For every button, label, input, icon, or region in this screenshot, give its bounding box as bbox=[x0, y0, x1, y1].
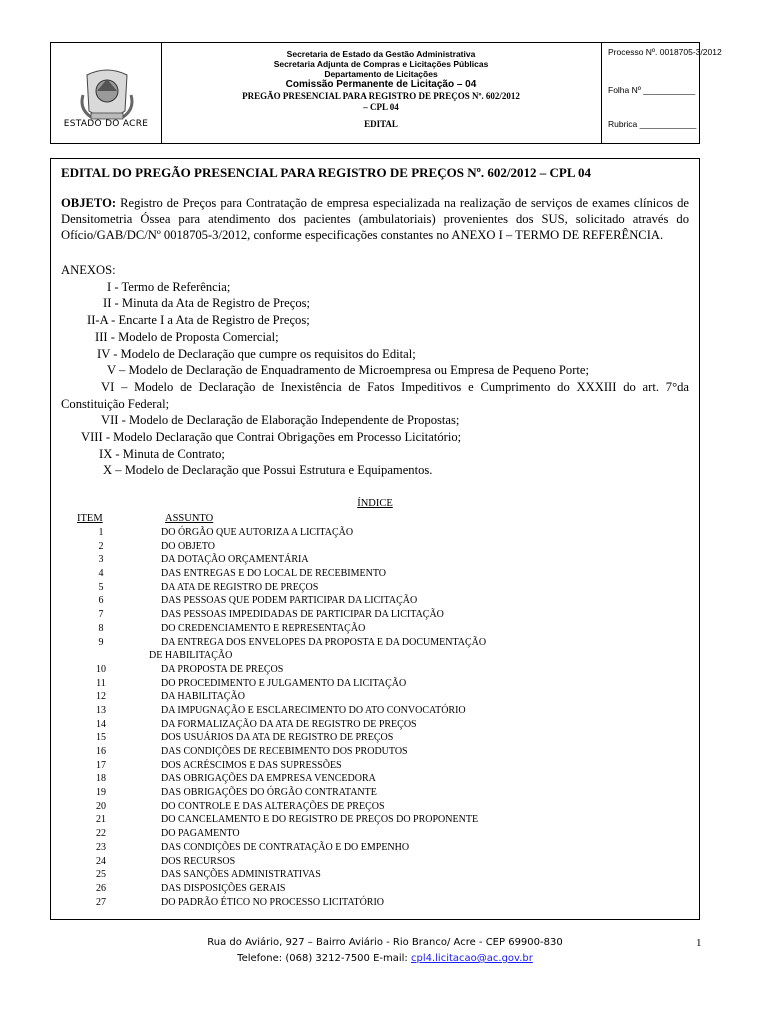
indice-row-subject: DO OBJETO bbox=[161, 540, 215, 552]
page-number: 1 bbox=[696, 937, 702, 949]
indice-row-subject: DO CONTROLE E DAS ALTERAÇÕES DE PREÇOS bbox=[161, 800, 385, 812]
header-institution-cell bbox=[161, 43, 602, 143]
indice-row-number: 9 bbox=[98, 636, 104, 648]
indice-row bbox=[51, 759, 699, 773]
objeto-paragraph bbox=[61, 195, 689, 243]
indice-row-subject: DA ATA DE REGISTRO DE PREÇOS bbox=[161, 581, 319, 593]
anexo-item: I - Termo de Referência; bbox=[107, 279, 231, 294]
indice-row bbox=[51, 649, 699, 663]
indice-row bbox=[51, 786, 699, 800]
indice-row bbox=[51, 731, 699, 745]
anexos-list bbox=[61, 262, 689, 479]
anexo-item: II-A - Encarte I a Ata de Registro de Preços; bbox=[87, 313, 310, 328]
indice-row-number: 25 bbox=[96, 869, 106, 881]
indice-row-subject: DA PROPOSTA DE PREÇOS bbox=[161, 663, 284, 675]
header-process-cell bbox=[602, 43, 722, 143]
indice-row-number: 15 bbox=[96, 732, 106, 744]
anexo-item: VI – Modelo de Declaração de Inexistência de Fatos Impeditivos e Cumprimento do XXXIII do art. 7°da Constituição Federal; bbox=[61, 379, 689, 411]
indice-row bbox=[51, 663, 699, 677]
indice-row-subject: DAS DISPOSIÇÕES GERAIS bbox=[161, 882, 286, 894]
indice-row bbox=[51, 855, 699, 869]
indice-row-subject: DOS USUÁRIOS DA ATA DE REGISTRO DE PREÇOS bbox=[161, 732, 394, 744]
indice-row-number: 7 bbox=[98, 609, 104, 621]
indice-row bbox=[51, 540, 699, 554]
footer-contact bbox=[0, 953, 770, 964]
indice-row-subject: DA DOTAÇÃO ORÇAMENTÁRIA bbox=[161, 554, 309, 566]
anexo-item: X – Modelo de Declaração que Possui Estrutura e Equipamentos. bbox=[103, 463, 433, 478]
indice-row-number: 19 bbox=[96, 787, 106, 799]
indice-row-number: 16 bbox=[96, 746, 106, 757]
indice-row bbox=[51, 882, 699, 896]
indice-table bbox=[51, 526, 699, 909]
indice-row-number: 24 bbox=[96, 855, 106, 867]
indice-row bbox=[51, 800, 699, 814]
indice-row-number: 4 bbox=[98, 568, 104, 580]
indice-row-number: 26 bbox=[96, 882, 106, 894]
indice-row-subject: DO PROCEDIMENTO E JULGAMENTO DA LICITAÇÃO bbox=[161, 677, 407, 689]
header-logo-cell bbox=[51, 43, 162, 143]
indice-row-subject: DO PAGAMENTO bbox=[161, 828, 240, 840]
indice-row-subject: DA ENTREGA DOS ENVELOPES DA PROPOSTA E DA DOCUMENTAÇÃO bbox=[161, 636, 487, 648]
indice-row-number: 11 bbox=[96, 677, 106, 689]
indice-row-subject: DA FORMALIZAÇÃO DA ATA DE REGISTRO DE PREÇOS bbox=[161, 718, 417, 730]
indice-row-number: 22 bbox=[96, 828, 106, 840]
indice-row-number: 27 bbox=[96, 896, 106, 908]
rubrica-field: Rubrica ____________ bbox=[608, 119, 697, 129]
objeto-label: OBJETO: bbox=[61, 196, 117, 210]
indice-row-subject: DAS OBRIGAÇÕES DO ÓRGÃO CONTRATANTE bbox=[161, 787, 377, 799]
indice-row-subject: DE HABILITAÇÃO bbox=[149, 650, 233, 662]
indice-row-subject: DO PADRÃO ÉTICO NO PROCESSO LICITATÓRIO bbox=[161, 896, 385, 908]
indice-row bbox=[51, 608, 699, 622]
indice-row-number: 3 bbox=[98, 554, 104, 566]
indice-row-subject: DAS OBRIGAÇÕES DA EMPRESA VENCEDORA bbox=[161, 773, 376, 785]
header-line-1: Secretaria de Estado da Gestão Administrativa bbox=[286, 49, 476, 59]
indice-title: ÍNDICE bbox=[357, 498, 393, 509]
indice-row-subject: DAS ENTREGAS E DO LOCAL DE RECEBIMENTO bbox=[161, 568, 386, 580]
indice-col-item: ITEM bbox=[77, 513, 103, 524]
indice-row bbox=[51, 718, 699, 732]
anexo-item: III - Modelo de Proposta Comercial; bbox=[95, 329, 279, 344]
indice-row bbox=[51, 704, 699, 718]
document-title: EDITAL DO PREGÃO PRESENCIAL PARA REGISTRO DE PREÇOS Nº. 602/2012 – CPL 04 bbox=[61, 165, 592, 180]
indice-row bbox=[51, 813, 699, 827]
indice-col-assunto: ASSUNTO bbox=[165, 513, 214, 524]
document-body bbox=[50, 158, 700, 920]
indice-row bbox=[51, 677, 699, 691]
indice-row bbox=[51, 745, 699, 759]
header-pregao-line-2: – CPL 04 bbox=[363, 102, 399, 112]
indice-row-number: 17 bbox=[96, 759, 106, 771]
indice-row-subject: DA IMPUGNAÇÃO E ESCLARECIMENTO DO ATO CONVOCATÓRIO bbox=[161, 704, 466, 716]
indice-row-number: 23 bbox=[96, 841, 106, 853]
anexo-item: II - Minuta da Ata de Registro de Preços; bbox=[103, 296, 311, 311]
document-header bbox=[50, 42, 722, 144]
indice-row bbox=[51, 636, 699, 650]
indice-row-subject: DO CREDENCIAMENTO E REPRESENTAÇÃO bbox=[161, 622, 366, 634]
folha-field: Folha Nº ___________ bbox=[608, 85, 696, 95]
header-pregao-line-1: PREGÃO PRESENCIAL PARA REGISTRO DE PREÇOS Nº. 602/2012 bbox=[242, 91, 520, 101]
anexo-item: IX - Minuta de Contrato; bbox=[99, 446, 225, 461]
processo-number: Processo Nº. 0018705-3/2012 bbox=[608, 47, 722, 57]
indice-row-number: 1 bbox=[98, 527, 104, 538]
indice-row bbox=[51, 896, 699, 910]
indice-row-number: 14 bbox=[96, 718, 106, 730]
anexos-label: ANEXOS: bbox=[61, 263, 116, 277]
indice-row bbox=[51, 772, 699, 786]
indice-row-subject: DAS CONDIÇÕES DE RECEBIMENTO DOS PRODUTOS bbox=[161, 746, 408, 757]
indice-row bbox=[51, 827, 699, 841]
indice-row-subject: DO CANCELAMENTO E DO REGISTRO DE PREÇOS DO PROPONENTE bbox=[161, 814, 479, 826]
footer-phone: Telefone: (068) 3212-7500 E-mail: bbox=[237, 953, 411, 964]
indice-row bbox=[51, 841, 699, 855]
anexo-item: V – Modelo de Declaração de Enquadramento de Microempresa ou Empresa de Pequeno Porte; bbox=[107, 363, 590, 378]
footer-address: Rua do Aviário, 927 – Bairro Aviário - Rio Branco/ Acre - CEP 69900-830 bbox=[207, 937, 563, 948]
indice-row-subject: DA HABILITAÇÃO bbox=[161, 691, 245, 703]
anexo-item: VII - Modelo de Declaração de Elaboração Independente de Propostas; bbox=[101, 413, 460, 428]
indice-row-number: 2 bbox=[98, 540, 104, 552]
indice-row bbox=[51, 567, 699, 581]
anexo-item: VIII - Modelo Declaração que Contrai Obrigações em Processo Licitatório; bbox=[81, 430, 462, 445]
indice-row bbox=[51, 690, 699, 704]
indice-row bbox=[51, 868, 699, 882]
indice-row-number: 5 bbox=[98, 581, 104, 593]
footer-email-link[interactable]: cpl4.licitacao@ac.gov.br bbox=[410, 953, 533, 964]
indice-row-subject: DAS PESSOAS QUE PODEM PARTICIPAR DA LICITAÇÃO bbox=[161, 595, 418, 607]
indice-row-number: 20 bbox=[96, 800, 106, 812]
indice-row-number: 18 bbox=[96, 773, 106, 785]
anexo-item: IV - Modelo de Declaração que cumpre os requisitos do Edital; bbox=[97, 346, 416, 361]
indice-row-number: 12 bbox=[96, 691, 106, 703]
estado-label: ESTADO DO ACRE bbox=[63, 119, 149, 129]
indice-row-number: 8 bbox=[98, 622, 104, 634]
indice-row-subject: DAS PESSOAS IMPEDIDADAS DE PARTICIPAR DA LICITAÇÃO bbox=[161, 609, 444, 621]
indice-row-subject: DAS SANÇÕES ADMINISTRATIVAS bbox=[161, 869, 321, 881]
indice-row bbox=[51, 594, 699, 608]
objeto-text: Registro de Preços para Contratação de empresa especializada na realização de serviços de exames clínicos de Densitometria Óssea para atendimento dos pacientes (ambulatoriais) provenientes dos SUS, solicitado através do Ofício/GAB/DC/Nº 0018705-3/2012, conforme especificações constantes no ANEXO I – TERMO DE REFERÊNCIA. bbox=[61, 196, 689, 242]
indice-row bbox=[51, 581, 699, 595]
header-comissao: Comissão Permanente de Licitação – 04 bbox=[285, 79, 477, 90]
indice-row-subject: DAS CONDIÇÕES DE CONTRATAÇÃO E DO EMPENHO bbox=[161, 841, 410, 853]
indice-row-number: 6 bbox=[98, 595, 104, 607]
indice-row bbox=[51, 526, 699, 540]
indice-row-subject: DO ÓRGÃO QUE AUTORIZA A LICITAÇÃO bbox=[161, 527, 354, 538]
header-line-2: Secretaria Adjunta de Compras e Licitações Públicas bbox=[273, 59, 489, 69]
indice-row-number: 13 bbox=[96, 704, 106, 716]
indice-row-number: 21 bbox=[96, 814, 106, 826]
indice-row-number: 10 bbox=[96, 663, 106, 675]
indice-row-subject: DOS ACRÉSCIMOS E DAS SUPRESSÕES bbox=[161, 759, 342, 771]
header-edital: EDITAL bbox=[364, 119, 398, 129]
indice-row bbox=[51, 553, 699, 567]
indice-row bbox=[51, 622, 699, 636]
header-line-3: Departamento de Licitações bbox=[324, 69, 438, 79]
indice-row-subject: DOS RECURSOS bbox=[161, 855, 236, 867]
